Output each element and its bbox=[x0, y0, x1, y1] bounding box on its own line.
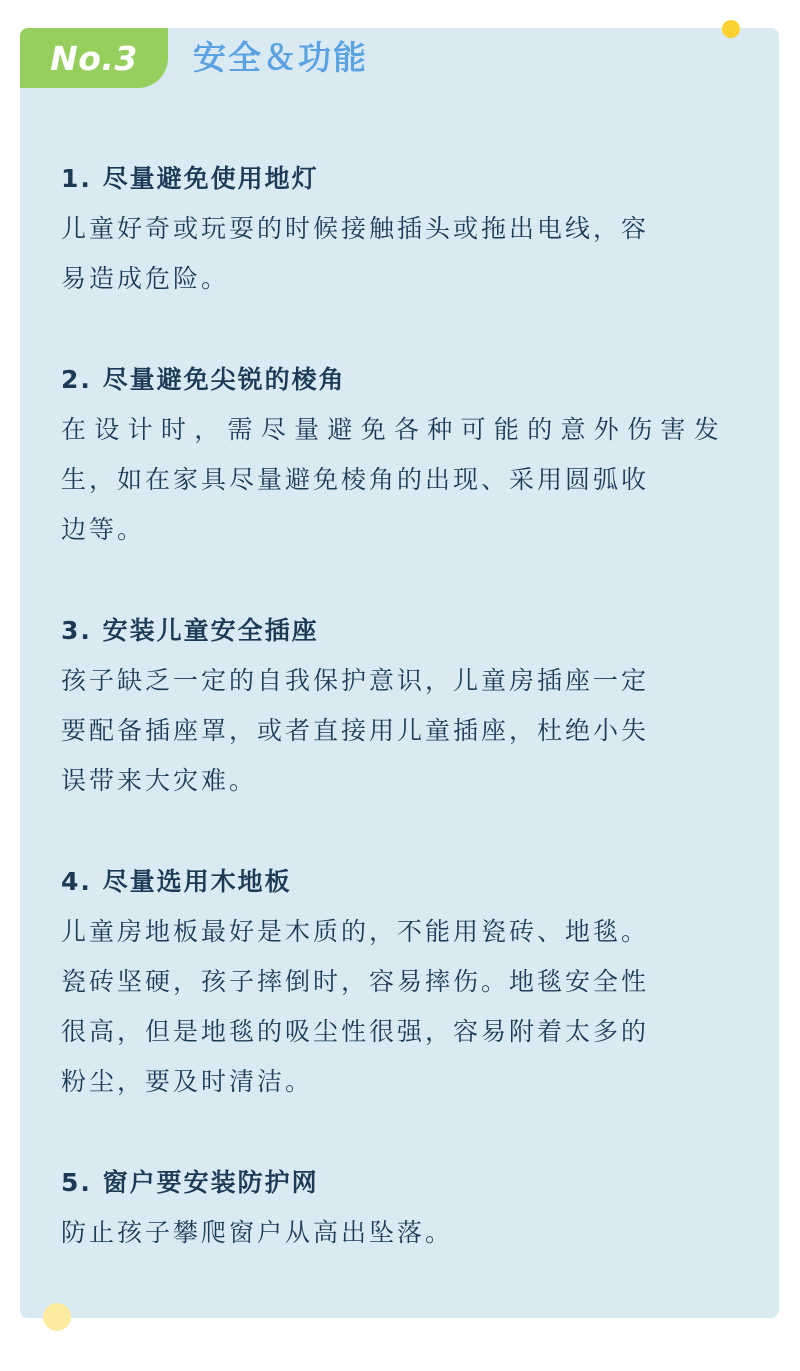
section-5 bbox=[61, 1158, 741, 1258]
section-title: 3. 安装儿童安全插座 bbox=[61, 616, 319, 645]
paragraph-line: 儿童好奇或玩耍的时候接触插头或拖出电线，容 bbox=[61, 214, 650, 243]
section-3 bbox=[61, 606, 741, 806]
section-2 bbox=[61, 355, 741, 555]
decorative-dot-yellow bbox=[722, 20, 740, 38]
section-1 bbox=[61, 154, 741, 304]
paragraph-line: 在设计时，需尽量避免各种可能的意外伤害发 bbox=[61, 415, 728, 444]
section-title: 2. 尽量避免尖锐的棱角 bbox=[61, 365, 346, 394]
paragraph-line: 孩子缺乏一定的自我保护意识，儿童房插座一定 bbox=[61, 666, 650, 695]
paragraph-line: 易造成危险。 bbox=[61, 264, 230, 293]
badge-label: No.3 bbox=[50, 38, 138, 78]
paragraph-line: 生，如在家具尽量避免棱角的出现、采用圆弧收 bbox=[61, 465, 650, 494]
section-4 bbox=[61, 857, 741, 1107]
paragraph-line: 儿童房地板最好是木质的，不能用瓷砖、地毯。 bbox=[61, 917, 650, 946]
paragraph-line: 很高，但是地毯的吸尘性很强，容易附着太多的 bbox=[61, 1017, 650, 1046]
section-number-badge bbox=[20, 28, 168, 88]
section-title: 1. 尽量避免使用地灯 bbox=[61, 164, 319, 193]
page-title: 安全＆功能 bbox=[193, 38, 368, 77]
paragraph-line: 粉尘，要及时清洁。 bbox=[61, 1067, 314, 1096]
section-title: 4. 尽量选用木地板 bbox=[61, 867, 292, 896]
article-body bbox=[61, 154, 741, 1309]
paragraph-line: 防止孩子攀爬窗户从高出坠落。 bbox=[61, 1218, 454, 1247]
section-title: 5. 窗户要安装防护网 bbox=[61, 1168, 319, 1197]
paragraph-line: 要配备插座罩，或者直接用儿童插座，杜绝小失 bbox=[61, 716, 650, 745]
paragraph-line: 边等。 bbox=[61, 515, 146, 544]
paragraph-line: 瓷砖坚硬，孩子摔倒时，容易摔伤。地毯安全性 bbox=[61, 967, 650, 996]
paragraph-line: 误带来大灾难。 bbox=[61, 766, 258, 795]
